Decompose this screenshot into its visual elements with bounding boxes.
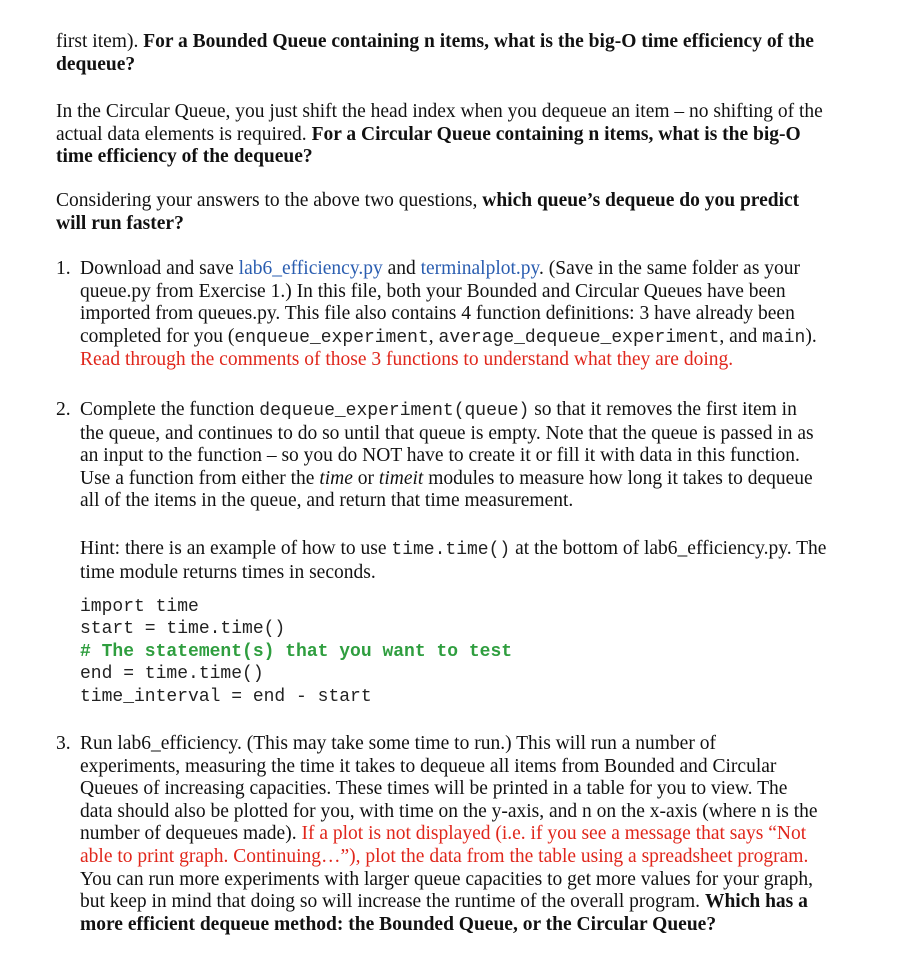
item-text: and	[387, 258, 416, 279]
item-text: , and	[719, 325, 758, 347]
item-text: . (Save in the same folder as your queue.py from Exercise 1.) In this file, both your Bounded and Circular Queues have been imported from queues.py. This file also contains 4 function definitions: 3 have already been completed for you (	[80, 258, 801, 347]
item-text: Run lab6_efficiency. (This may take some time to run.) This will run a number of experiments, measuring the time it takes to dequeue all items from Bounded and Circular Queues of increasing capacities. These times will be printed in a table for you to view. The data should also be plotted for you, with time on the y-axis, and n on the x-axis (where n is the number of dequeues made).	[80, 733, 818, 845]
paragraph-prediction-question	[56, 190, 826, 235]
inline-code: dequeue_experiment(queue)	[259, 401, 530, 421]
code-line: import time	[80, 597, 199, 617]
inline-code: time.time()	[391, 540, 511, 560]
paragraph-text: Considering your answers to the above two questions,	[56, 190, 478, 211]
prediction-question: which queue’s dequeue do you predict will run faster?	[56, 190, 800, 234]
hint-text: Hint: there is an example of how to use	[80, 538, 387, 559]
hint-text: at the bottom of lab6_efficiency.py. The time module returns times in seconds.	[80, 538, 827, 583]
red-instruction-note: If a plot is not displayed (i.e. if you see a message that says “Not able to print graph. Continuing…”), plot the data from the table using a spreadsheet program.	[80, 823, 809, 867]
bounded-queue-question: For a Bounded Queue containing n items, what is the big-O time efficiency of the dequeue?	[56, 31, 814, 75]
item-text: modules to measure how long it takes to dequeue all of the items in the queue, and return that time measurement.	[80, 467, 813, 512]
emphasis-timeit: timeit	[378, 467, 424, 489]
item-text: You can run more experiments with larger queue capacities to get more values for your graph, but keep in mind that doing so will increase the runtime of the overall program.	[80, 868, 814, 913]
hint-paragraph	[80, 538, 840, 584]
paragraph-text: In the Circular Queue, you just shift the head index when you dequeue an item – no shifting of the actual data elements is required.	[56, 101, 823, 145]
emphasis-time: time	[319, 467, 353, 489]
inline-code: main	[762, 327, 806, 348]
code-comment-line: # The statement(s) that you want to test	[80, 641, 513, 662]
item-text: Complete the function	[80, 399, 255, 420]
inline-code: enqueue_experiment	[234, 327, 429, 348]
list-item-body	[80, 399, 820, 513]
paragraph-lead-text: first item).	[56, 31, 139, 52]
list-item-body	[80, 258, 820, 372]
inline-code: average_dequeue_experiment	[438, 327, 720, 348]
code-line: time_interval = end - start	[80, 686, 372, 707]
item-text: or	[357, 467, 375, 489]
item-text: ,	[428, 325, 434, 347]
list-number: 1.	[56, 258, 71, 279]
item-text: Download and save	[80, 258, 234, 279]
terminalplot-link[interactable]: terminalplot.py	[420, 258, 540, 279]
list-number: 3.	[56, 733, 71, 754]
paragraph-circular-queue-question	[56, 101, 826, 169]
paragraph-bounded-queue-question	[56, 31, 826, 76]
red-instruction-note: Read through the comments of those 3 functions to understand what they are doing.	[80, 349, 734, 371]
circular-queue-question: For a Circular Queue containing n items, what is the big-O time efficiency of the dequeue?	[56, 123, 801, 168]
list-number: 2.	[56, 399, 71, 420]
code-example	[80, 596, 680, 708]
list-item-body	[80, 733, 820, 936]
lab6-efficiency-link[interactable]: lab6_efficiency.py	[238, 258, 383, 279]
item-text: so that it removes the first item in the queue, and continues to do so until that queue is empty. Note that the queue is passed in as an input to the function – so you do NOT have to create it or fill it with data in this function. Use a function from either the	[80, 399, 814, 489]
code-line: end = time.time()	[80, 664, 264, 685]
efficiency-question: Which has a more efficient dequeue method: the Bounded Queue, or the Circular Queue?	[80, 891, 808, 935]
code-line: start = time.time()	[80, 619, 286, 640]
item-text: ).	[805, 325, 817, 347]
